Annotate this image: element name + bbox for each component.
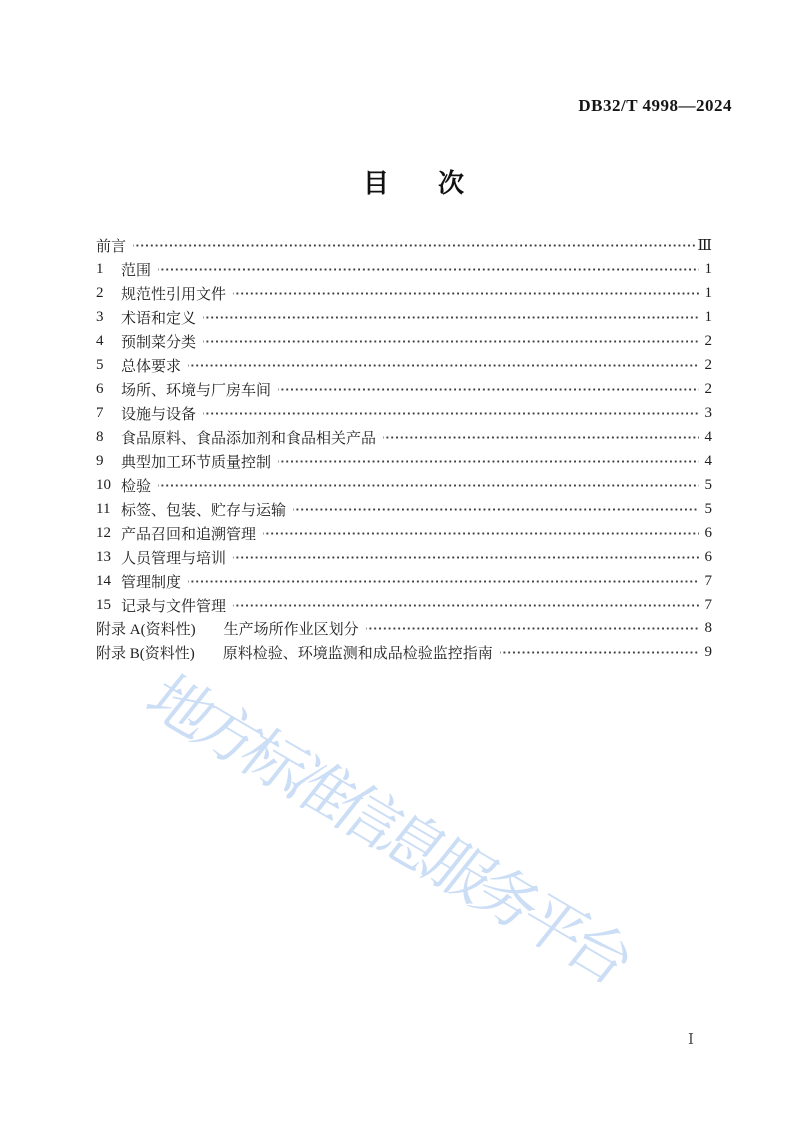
toc-entry-page: 2 [704, 381, 712, 398]
dot-leader [203, 334, 699, 349]
toc-entry-page: 7 [704, 596, 712, 613]
dot-leader [158, 478, 699, 493]
toc-list [96, 234, 712, 665]
dot-leader [233, 286, 699, 301]
toc-entry-page: 1 [704, 261, 712, 278]
toc-entry-label: 预制菜分类 [121, 335, 197, 352]
dot-leader [383, 430, 699, 445]
toc-entry[interactable] [96, 497, 712, 521]
toc-entry-number: 附录 B(资料性) [96, 646, 195, 663]
toc-entry[interactable] [96, 426, 712, 450]
toc-entry-page: 4 [704, 428, 712, 445]
dot-leader [278, 382, 699, 397]
toc-entry-number: 1 [96, 261, 104, 278]
toc-entry[interactable] [96, 378, 712, 402]
toc-entry-label: 记录与文件管理 [121, 598, 227, 615]
toc-entry-label: 规范性引用文件 [121, 287, 227, 304]
toc-entry-page: 5 [704, 500, 712, 517]
dot-leader [133, 238, 697, 253]
toc-entry-number: 8 [96, 428, 104, 445]
toc-entry-number: 5 [96, 357, 104, 374]
toc-entry-page: 6 [704, 524, 712, 541]
toc-entry[interactable] [96, 521, 712, 545]
toc-entry-number: 12 [96, 524, 111, 541]
standard-number: DB32/T 4998—2024 [578, 96, 732, 115]
toc-entry-number: 7 [96, 405, 104, 422]
toc-entry[interactable] [96, 569, 712, 593]
dot-leader [233, 550, 699, 565]
toc-entry-label: 产品召回和追溯管理 [121, 526, 257, 543]
toc-entry-label: 术语和定义 [121, 311, 197, 328]
toc-entry[interactable] [96, 234, 712, 258]
toc-entry-page: 2 [704, 333, 712, 350]
toc-entry-number: 11 [96, 500, 111, 517]
toc-entry[interactable] [96, 258, 712, 282]
dot-leader [203, 406, 699, 421]
toc-entry-number: 15 [96, 596, 111, 613]
toc-entry-label: 食品原料、食品添加剂和食品相关产品 [121, 430, 377, 447]
toc-entry-label: 标签、包装、贮存与运输 [121, 502, 287, 519]
toc-entry-page: 4 [704, 452, 712, 469]
toc-entry[interactable] [96, 306, 712, 330]
toc-entry-page: 9 [704, 644, 712, 661]
toc-entry[interactable] [96, 641, 712, 665]
toc-entry-label: 生产场所作业区划分 [223, 622, 359, 639]
toc-entry-number: 3 [96, 309, 104, 326]
toc-entry[interactable] [96, 402, 712, 426]
dot-leader [188, 358, 699, 373]
toc-entry-label: 典型加工环节质量控制 [121, 454, 272, 471]
toc-entry-label: 原料检验、环境监测和成品检验监控指南 [222, 646, 493, 663]
dot-leader [500, 645, 699, 660]
dot-leader [278, 454, 699, 469]
toc-entry[interactable] [96, 545, 712, 569]
watermark-text: 地方标准信息服务平台 [132, 665, 641, 994]
toc-entry-number: 9 [96, 452, 104, 469]
toc-entry-label: 场所、环境与厂房车间 [121, 383, 272, 400]
dot-leader [188, 574, 699, 589]
toc-entry-number: 4 [96, 333, 104, 350]
toc-entry[interactable] [96, 330, 712, 354]
toc-entry[interactable] [96, 617, 712, 641]
page-title: 目 次 [362, 169, 465, 199]
toc-entry-page: 3 [704, 405, 712, 422]
toc-entry-label: 范围 [121, 263, 152, 280]
dot-leader [158, 262, 699, 277]
toc-entry-number: 2 [96, 285, 104, 302]
toc-entry-page: 8 [704, 620, 712, 637]
toc-entry-page: 6 [704, 548, 712, 565]
dot-leader [263, 526, 699, 541]
toc-entry-label: 管理制度 [121, 574, 182, 591]
toc-entry-number: 14 [96, 572, 111, 589]
toc-entry-number: 10 [96, 476, 111, 493]
page-number: Ⅰ [688, 1032, 694, 1048]
toc-entry-page: Ⅲ [697, 238, 712, 255]
toc-entry-number: 6 [96, 381, 104, 398]
dot-leader [293, 502, 699, 517]
toc-entry[interactable] [96, 354, 712, 378]
toc-entry-page: 2 [704, 357, 712, 374]
toc-entry-page: 1 [704, 309, 712, 326]
toc-entry-label: 人员管理与培训 [121, 550, 227, 567]
toc-entry-label: 前言 [96, 239, 127, 256]
toc-entry-page: 1 [704, 285, 712, 302]
toc-entry-number: 附录 A(资料性) [96, 622, 196, 639]
toc-entry[interactable] [96, 473, 712, 497]
toc-entry-page: 7 [704, 572, 712, 589]
toc-entry-number: 13 [96, 548, 111, 565]
toc-entry[interactable] [96, 449, 712, 473]
toc-entry-page: 5 [704, 476, 712, 493]
dot-leader [203, 310, 699, 325]
toc-entry[interactable] [96, 282, 712, 306]
dot-leader [233, 598, 699, 613]
toc-entry-label: 检验 [121, 478, 152, 495]
toc-entry-label: 总体要求 [121, 359, 182, 376]
toc-entry[interactable] [96, 593, 712, 617]
toc-entry-label: 设施与设备 [121, 407, 197, 424]
dot-leader [366, 621, 699, 636]
